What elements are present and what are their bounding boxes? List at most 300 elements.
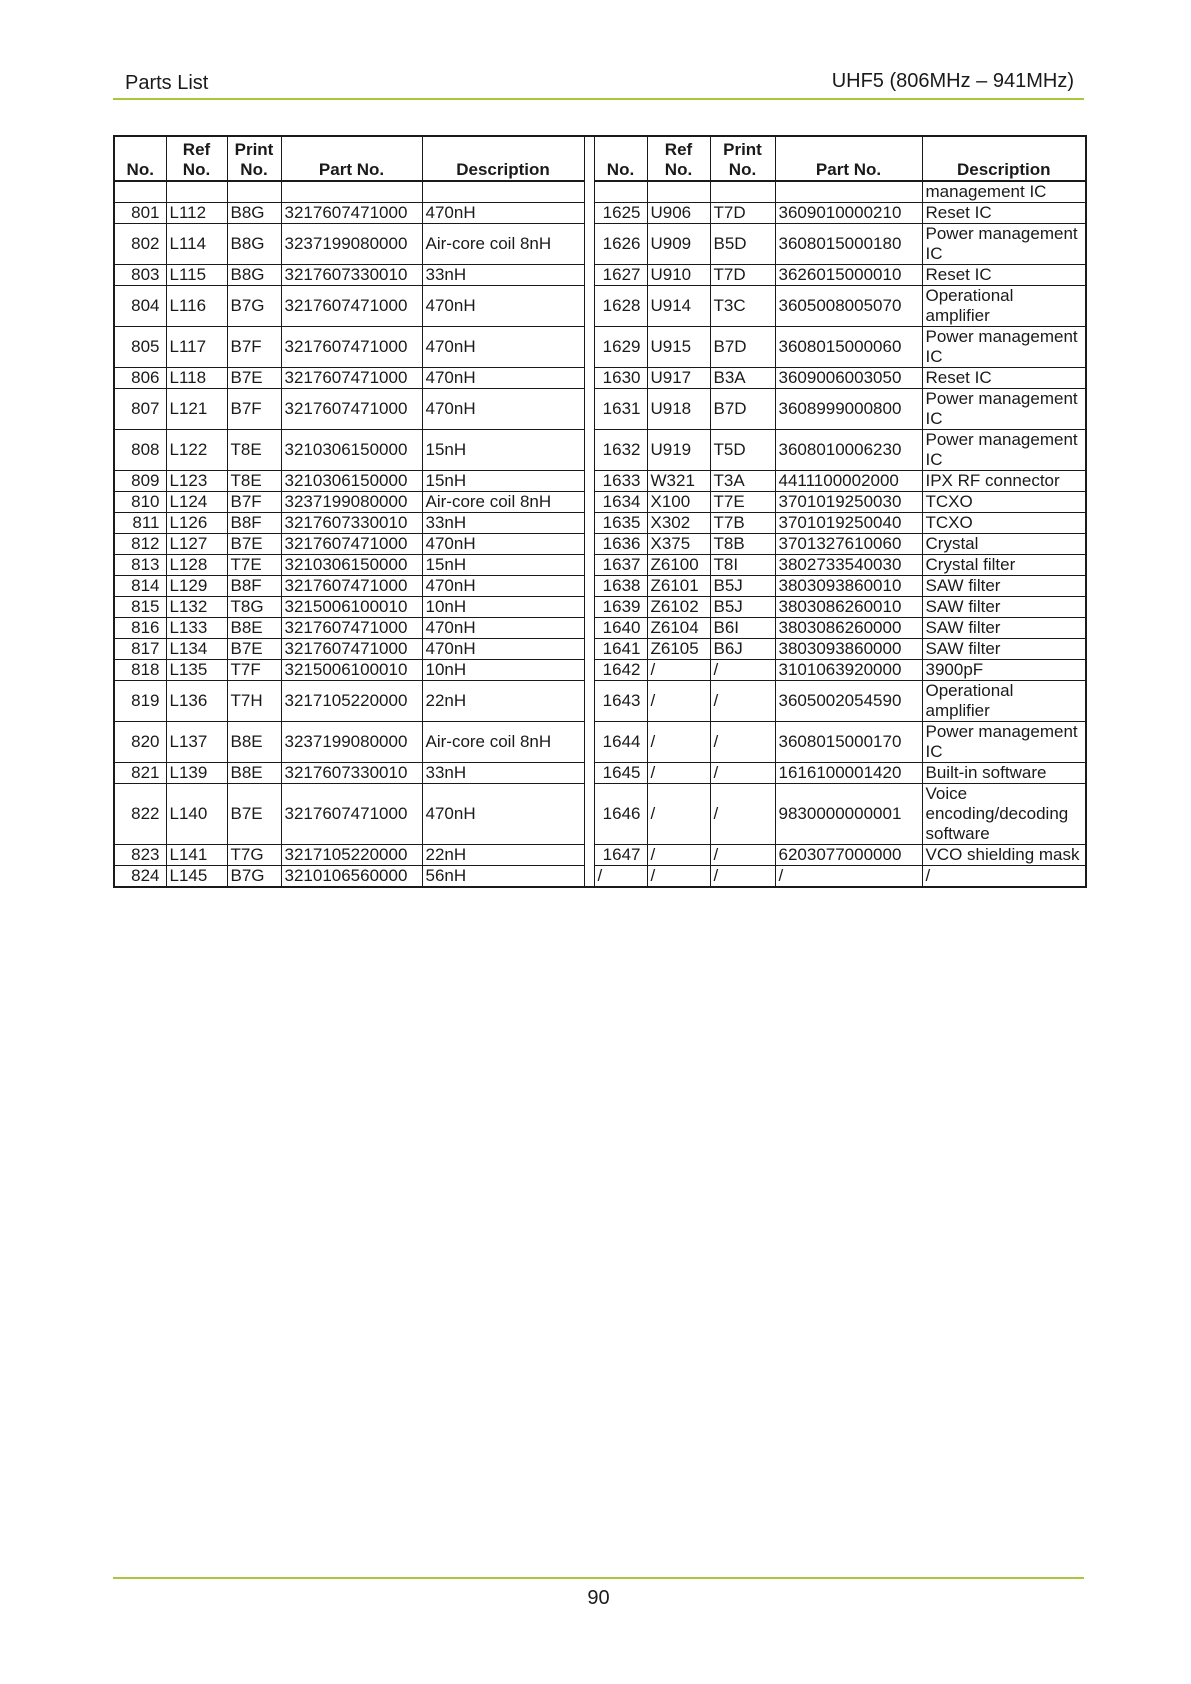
cell-part-no: 3210106560000 [281,866,422,888]
column-header-part-no: Part No. [775,136,922,181]
cell-ref-no: X302 [647,513,710,534]
cell-ref-no: L145 [166,866,227,888]
cell-print-no: B8G [227,203,281,224]
column-gap [584,471,594,492]
cell-part-no: 3210306150000 [281,471,422,492]
cell-print-no: T5D [710,430,775,471]
cell-description [422,181,584,203]
cell-print-no: T8E [227,471,281,492]
cell-ref-no: L141 [166,845,227,866]
cell-print-no: B8E [227,763,281,784]
cell-print-no: B7E [227,784,281,845]
cell-part-no: / [775,866,922,888]
table-row [114,681,1086,722]
column-gap [584,597,594,618]
cell-ref-no: L127 [166,534,227,555]
cell-part-no: 3101063920000 [775,660,922,681]
cell-description: Operational amplifier [922,286,1086,327]
cell-part-no: 3803093860000 [775,639,922,660]
column-header-part-no: Part No. [281,136,422,181]
cell-no: 1631 [594,389,647,430]
cell-no: 804 [114,286,166,327]
cell-print-no: B7E [227,368,281,389]
cell-description: 470nH [422,327,584,368]
cell-no: 1645 [594,763,647,784]
cell-description: Built-in software [922,763,1086,784]
cell-part-no: 3217607471000 [281,618,422,639]
cell-part-no: 3609010000210 [775,203,922,224]
cell-no: 801 [114,203,166,224]
cell-print-no: / [710,784,775,845]
cell-ref-no: U906 [647,203,710,224]
cell-ref-no: U918 [647,389,710,430]
cell-no [594,181,647,203]
cell-print-no: B7G [227,286,281,327]
cell-print-no: B7G [227,866,281,888]
cell-print-no: T7H [227,681,281,722]
cell-description: 470nH [422,618,584,639]
cell-part-no: 3217607471000 [281,534,422,555]
cell-part-no: 3803093860010 [775,576,922,597]
cell-print-no: / [710,845,775,866]
cell-description: SAW filter [922,597,1086,618]
cell-part-no: 3803086260000 [775,618,922,639]
cell-part-no: 3217607471000 [281,368,422,389]
cell-print-no [227,181,281,203]
cell-description: 33nH [422,763,584,784]
table-row [114,555,1086,576]
cell-no: 819 [114,681,166,722]
table-row [114,866,1086,888]
cell-ref-no: Z6100 [647,555,710,576]
cell-ref-no: W321 [647,471,710,492]
cell-ref-no: / [647,845,710,866]
cell-part-no: 3217607471000 [281,203,422,224]
cell-part-no: 3608015000060 [775,327,922,368]
cell-description: SAW filter [922,576,1086,597]
cell-no: 1634 [594,492,647,513]
cell-print-no: T7B [710,513,775,534]
cell-part-no [281,181,422,203]
column-gap [584,203,594,224]
cell-print-no: / [710,722,775,763]
cell-no: 809 [114,471,166,492]
cell-print-no: T7E [710,492,775,513]
cell-ref-no: L124 [166,492,227,513]
cell-ref-no: Z6101 [647,576,710,597]
cell-ref-no: L121 [166,389,227,430]
table-row [114,265,1086,286]
cell-print-no: B5D [710,224,775,265]
cell-part-no [775,181,922,203]
column-gap [584,681,594,722]
cell-ref-no: / [647,722,710,763]
cell-description: 470nH [422,639,584,660]
column-gap [584,866,594,888]
cell-description: Crystal [922,534,1086,555]
cell-part-no: 3608010006230 [775,430,922,471]
cell-part-no: 3605008005070 [775,286,922,327]
cell-no: 1625 [594,203,647,224]
cell-part-no: 3608015000170 [775,722,922,763]
cell-description: 470nH [422,534,584,555]
cell-ref-no: L132 [166,597,227,618]
cell-no: 803 [114,265,166,286]
cell-description: / [922,866,1086,888]
column-gap [584,534,594,555]
cell-description: Power management IC [922,722,1086,763]
cell-print-no: B5J [710,597,775,618]
column-header-ref-no: Ref No. [166,136,227,181]
cell-description: SAW filter [922,618,1086,639]
cell-description: 470nH [422,286,584,327]
cell-description: Power management IC [922,327,1086,368]
cell-print-no: T7E [227,555,281,576]
cell-description: 22nH [422,681,584,722]
cell-no [114,181,166,203]
cell-no: 823 [114,845,166,866]
cell-description: 15nH [422,471,584,492]
cell-part-no: 3237199080000 [281,224,422,265]
column-gap [584,513,594,534]
cell-part-no: 3217607471000 [281,327,422,368]
cell-print-no: T3A [710,471,775,492]
cell-print-no [710,181,775,203]
column-gap [584,327,594,368]
cell-no: 1638 [594,576,647,597]
table-row [114,660,1086,681]
table-row [114,430,1086,471]
cell-ref-no: X100 [647,492,710,513]
table-row [114,203,1086,224]
cell-part-no: 3217105220000 [281,845,422,866]
cell-part-no: 3217607471000 [281,389,422,430]
cell-no: / [594,866,647,888]
column-header-description: Description [422,136,584,181]
column-gap [584,389,594,430]
cell-ref-no: Z6104 [647,618,710,639]
cell-no: 1639 [594,597,647,618]
table-row [114,784,1086,845]
cell-description: Reset IC [922,203,1086,224]
cell-part-no: 3217607330010 [281,763,422,784]
column-gap [584,784,594,845]
cell-ref-no: L116 [166,286,227,327]
column-header-no: No. [114,136,166,181]
table-row [114,224,1086,265]
cell-no: 821 [114,763,166,784]
table-row [114,286,1086,327]
cell-ref-no: L114 [166,224,227,265]
cell-part-no: 3701019250040 [775,513,922,534]
cell-ref-no: L139 [166,763,227,784]
cell-no: 811 [114,513,166,534]
cell-part-no: 3217607471000 [281,639,422,660]
cell-print-no: B7D [710,327,775,368]
cell-print-no: T8I [710,555,775,576]
cell-no: 1629 [594,327,647,368]
cell-part-no: 9830000000001 [775,784,922,845]
cell-print-no: T7D [710,203,775,224]
cell-print-no: T7F [227,660,281,681]
cell-part-no: 3605002054590 [775,681,922,722]
cell-no: 802 [114,224,166,265]
cell-ref-no: U910 [647,265,710,286]
column-header-no: No. [594,136,647,181]
cell-print-no: T8B [710,534,775,555]
page-number: 90 [587,1587,610,1609]
cell-no: 1628 [594,286,647,327]
page-footer [113,1577,1084,1609]
cell-print-no: B7F [227,389,281,430]
cell-description: SAW filter [922,639,1086,660]
cell-ref-no: U914 [647,286,710,327]
cell-no: 1636 [594,534,647,555]
cell-description: 470nH [422,784,584,845]
cell-part-no: 1616100001420 [775,763,922,784]
cell-description: Operational amplifier [922,681,1086,722]
cell-description: 10nH [422,597,584,618]
cell-no: 1640 [594,618,647,639]
band-title: UHF5 (806MHz – 941MHz) [831,70,1074,92]
table-row [114,618,1086,639]
cell-part-no: 3609006003050 [775,368,922,389]
cell-no: 810 [114,492,166,513]
cell-no: 817 [114,639,166,660]
cell-description: VCO shielding mask [922,845,1086,866]
cell-ref-no: L115 [166,265,227,286]
cell-print-no: T7D [710,265,775,286]
cell-print-no: / [710,681,775,722]
table-row [114,368,1086,389]
column-gap [584,722,594,763]
cell-ref-no: U909 [647,224,710,265]
table-row [114,722,1086,763]
cell-ref-no: / [647,763,710,784]
cell-no: 824 [114,866,166,888]
cell-part-no: 3215006100010 [281,597,422,618]
cell-part-no: 3217607471000 [281,576,422,597]
column-gap [584,576,594,597]
column-header-description: Description [922,136,1086,181]
table-row [114,389,1086,430]
cell-no: 1644 [594,722,647,763]
cell-no: 1633 [594,471,647,492]
cell-description: 3900pF [922,660,1086,681]
cell-print-no: B6J [710,639,775,660]
cell-ref-no: L122 [166,430,227,471]
cell-description: management IC [922,181,1086,203]
page-header [113,64,1084,100]
cell-print-no: B3A [710,368,775,389]
cell-part-no: 3701019250030 [775,492,922,513]
cell-print-no: B7F [227,327,281,368]
cell-part-no: 3802733540030 [775,555,922,576]
cell-description: 470nH [422,389,584,430]
cell-description: IPX RF connector [922,471,1086,492]
cell-ref-no: / [647,681,710,722]
column-gap [584,368,594,389]
cell-description: 15nH [422,555,584,576]
cell-description: 15nH [422,430,584,471]
cell-print-no: B8E [227,722,281,763]
cell-description: 33nH [422,265,584,286]
cell-part-no: 3608015000180 [775,224,922,265]
cell-ref-no: L140 [166,784,227,845]
cell-ref-no [647,181,710,203]
cell-description: Air-core coil 8nH [422,224,584,265]
cell-print-no: B8G [227,224,281,265]
cell-description: Power management IC [922,224,1086,265]
table-header [114,136,1086,181]
column-gap [584,492,594,513]
cell-no: 1630 [594,368,647,389]
cell-part-no: 3237199080000 [281,722,422,763]
cell-print-no: / [710,660,775,681]
cell-print-no: T7G [227,845,281,866]
cell-no: 812 [114,534,166,555]
cell-print-no: T8G [227,597,281,618]
cell-no: 1626 [594,224,647,265]
cell-description: TCXO [922,513,1086,534]
cell-no: 1637 [594,555,647,576]
cell-description: Reset IC [922,368,1086,389]
cell-description: Power management IC [922,389,1086,430]
cell-print-no: T3C [710,286,775,327]
cell-print-no: B8F [227,576,281,597]
cell-ref-no: L137 [166,722,227,763]
cell-description: TCXO [922,492,1086,513]
column-header-ref-no: Ref No. [647,136,710,181]
cell-no: 818 [114,660,166,681]
cell-ref-no: / [647,866,710,888]
cell-ref-no: U919 [647,430,710,471]
cell-ref-no: / [647,784,710,845]
table-row [114,639,1086,660]
cell-part-no: 3626015000010 [775,265,922,286]
cell-part-no: 3210306150000 [281,430,422,471]
cell-ref-no: Z6102 [647,597,710,618]
cell-description: Crystal filter [922,555,1086,576]
cell-part-no: 3217607330010 [281,265,422,286]
cell-ref-no: X375 [647,534,710,555]
cell-print-no: B5J [710,576,775,597]
cell-description: Power management IC [922,430,1086,471]
column-gap [584,430,594,471]
cell-description: 33nH [422,513,584,534]
column-gap [584,265,594,286]
cell-description: Voice encoding/decoding software [922,784,1086,845]
column-gap [584,136,594,181]
cell-print-no: B6I [710,618,775,639]
cell-ref-no: / [647,660,710,681]
cell-print-no: B8E [227,618,281,639]
table-row [114,845,1086,866]
cell-part-no: 3237199080000 [281,492,422,513]
table-row [114,327,1086,368]
cell-print-no: T8E [227,430,281,471]
cell-ref-no: U915 [647,327,710,368]
cell-description: Air-core coil 8nH [422,722,584,763]
cell-no: 1635 [594,513,647,534]
cell-description: 470nH [422,368,584,389]
table-row [114,763,1086,784]
table-row [114,576,1086,597]
cell-no: 808 [114,430,166,471]
column-gap [584,845,594,866]
cell-no: 805 [114,327,166,368]
cell-part-no: 3217105220000 [281,681,422,722]
cell-print-no: B7E [227,639,281,660]
table-row [114,513,1086,534]
column-gap [584,181,594,203]
table-row [114,492,1086,513]
column-gap [584,763,594,784]
cell-description: Air-core coil 8nH [422,492,584,513]
cell-no: 820 [114,722,166,763]
cell-ref-no: L123 [166,471,227,492]
column-gap [584,618,594,639]
cell-no: 822 [114,784,166,845]
cell-description: Reset IC [922,265,1086,286]
table-row [114,597,1086,618]
table-row [114,181,1086,203]
cell-print-no: / [710,866,775,888]
cell-print-no: B7D [710,389,775,430]
cell-no: 1642 [594,660,647,681]
cell-ref-no: L126 [166,513,227,534]
cell-no: 1647 [594,845,647,866]
cell-ref-no: L128 [166,555,227,576]
cell-ref-no: L136 [166,681,227,722]
cell-print-no: B8F [227,513,281,534]
cell-part-no: 3701327610060 [775,534,922,555]
cell-ref-no [166,181,227,203]
cell-description: 10nH [422,660,584,681]
cell-part-no: 3215006100010 [281,660,422,681]
cell-part-no: 3217607471000 [281,286,422,327]
cell-ref-no: L134 [166,639,227,660]
cell-description: 470nH [422,203,584,224]
column-gap [584,286,594,327]
cell-ref-no: L129 [166,576,227,597]
cell-no: 1641 [594,639,647,660]
cell-no: 813 [114,555,166,576]
cell-print-no: B8G [227,265,281,286]
cell-no: 806 [114,368,166,389]
cell-ref-no: U917 [647,368,710,389]
cell-part-no: 3217607471000 [281,784,422,845]
cell-print-no: / [710,763,775,784]
cell-part-no: 3608999000800 [775,389,922,430]
cell-part-no: 3803086260010 [775,597,922,618]
cell-no: 1646 [594,784,647,845]
cell-ref-no: L133 [166,618,227,639]
cell-part-no: 3217607330010 [281,513,422,534]
column-header-print-no: Print No. [227,136,281,181]
cell-no: 815 [114,597,166,618]
cell-ref-no: L118 [166,368,227,389]
cell-part-no: 6203077000000 [775,845,922,866]
table-row [114,534,1086,555]
column-gap [584,555,594,576]
table-row [114,471,1086,492]
cell-description: 56nH [422,866,584,888]
cell-description: 470nH [422,576,584,597]
cell-print-no: B7F [227,492,281,513]
parts-table [113,135,1087,888]
cell-ref-no: L112 [166,203,227,224]
